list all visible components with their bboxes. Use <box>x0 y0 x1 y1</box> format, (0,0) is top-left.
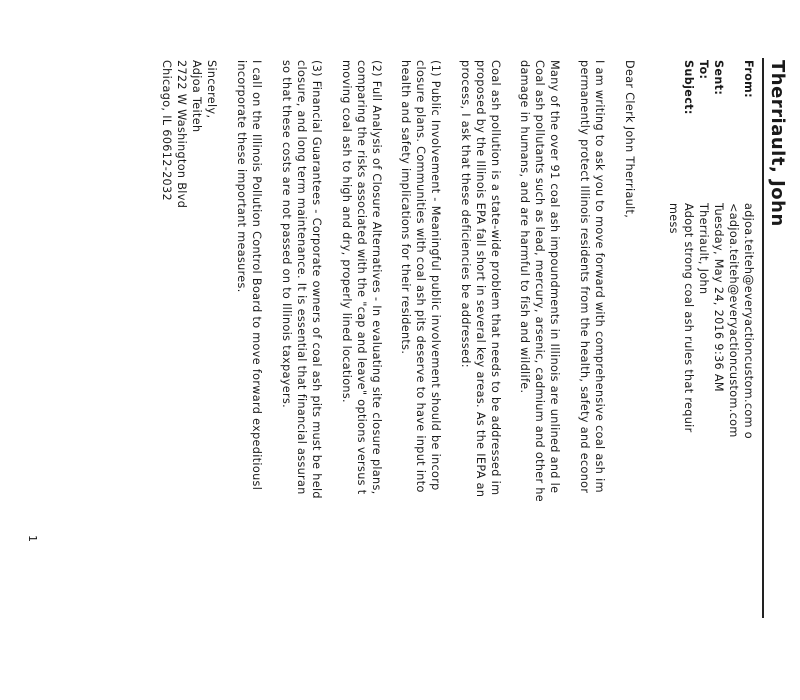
paragraph-line: so that these costs are not passed on to Illinois taxpayers. <box>280 60 293 409</box>
sent-label: Sent: <box>712 60 725 96</box>
paragraph-1 <box>577 60 607 700</box>
closing-line: Sincerely, <box>205 60 218 119</box>
sent-value: Tuesday, May 24, 2016 9:36 AM <box>712 203 725 392</box>
paragraph-line: permanently protect Illinois residents from the health, safety and econor <box>578 60 591 494</box>
paragraph-line: Coal ash pollutants such as lead, mercury, arsenic, cadmium and other he <box>533 60 546 503</box>
paragraph-4 <box>398 60 443 700</box>
paragraph-line: (3) Financial Guarantees - Corporate owners of coal ash pits must be held <box>310 60 323 499</box>
closing-block <box>159 60 219 700</box>
subject-label: Subject: <box>682 60 695 115</box>
paragraph-3 <box>458 60 503 700</box>
subject-value-line-2: mess <box>667 203 680 234</box>
page-number: 1 <box>26 535 39 543</box>
from-label: From: <box>742 60 755 99</box>
name-heading: Therriault, John <box>767 60 788 227</box>
subject-value-line-1: Adopt strong coal ash rules that requir <box>682 203 695 433</box>
paragraph-line: health and safety implications for their residents. <box>399 60 412 355</box>
paragraph-line: incorporate these important measures. <box>235 60 248 293</box>
paragraph-line: damage in humans, and are harmful to fish and wildlife. <box>518 60 531 394</box>
heading-rule <box>762 58 764 618</box>
paragraph-line: (1) Public Involvement - Meaningful public involvement should be incorp <box>429 60 442 491</box>
to-value: Therriault, John <box>697 203 710 295</box>
paragraph-5 <box>339 60 384 700</box>
paragraph-line: closure, and long term maintenance. It is essential that financial assuran <box>295 60 308 495</box>
paragraph-line: comparing the risks associated with the "cap and leave" options versus t <box>355 60 368 495</box>
paragraph-line: proposed by the Illinois EPA fall short in several key areas. As the IEPA an <box>474 60 487 498</box>
paragraph-line: I am writing to ask you to move forward with comprehensive coal ash im <box>593 60 606 493</box>
from-value-line-2: <adjoa.teiteh@everyactioncustom.com <box>727 203 740 438</box>
signer-address-city: Chicago, IL 60612-2032 <box>160 60 173 201</box>
paragraph-line: I call on the Illinois Pollution Control Board to move forward expeditiousl <box>250 60 263 491</box>
paragraph-line: moving coal ash to high and dry, properly lined locations. <box>340 60 353 403</box>
paragraph-7 <box>234 60 264 700</box>
paragraph-6 <box>279 60 324 700</box>
signer-name: Adjoa Teiteh <box>190 60 203 133</box>
paragraph-line: process, I ask that these deficiencies be addressed: <box>459 60 472 368</box>
paragraph-line: Coal ash pollution is a state-wide problem that needs to be addressed im <box>489 60 502 496</box>
from-value-line-1: adjoa.teiteh@everyactioncustom.com o <box>742 203 755 439</box>
salutation: Dear Clerk John Therriault, <box>623 60 636 219</box>
paragraph-line: closure plans. Communities with coal ash pits deserve to have input into <box>414 60 427 493</box>
paragraph-2 <box>517 60 562 700</box>
paragraph-line: (2) Full Analysis of Closure Alternatives - In evaluating site closure plans, <box>370 60 383 495</box>
paragraph-line: Many of the over 91 coal ash impoundments in Illinois are unlined and le <box>548 60 561 494</box>
to-label: To: <box>697 60 710 80</box>
signer-address-street: 2722 W Washington Blvd <box>175 60 188 209</box>
